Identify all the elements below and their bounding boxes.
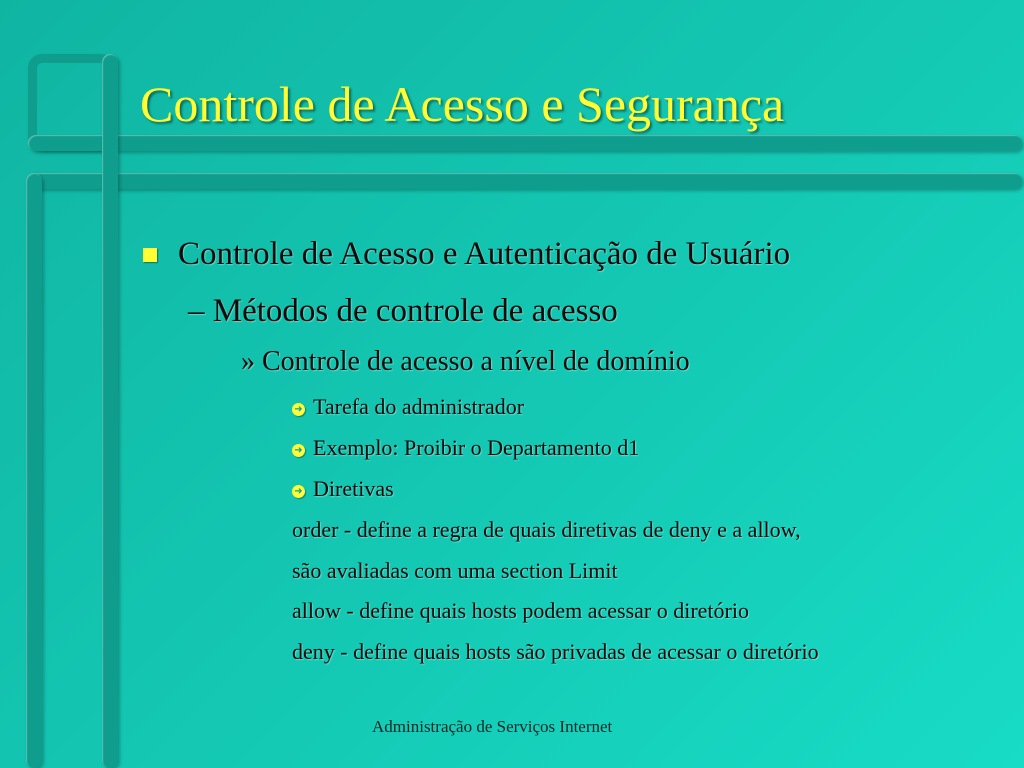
bullet-level4 [292,393,524,421]
bullet-level4-text: Diretivas [313,476,394,501]
bullet-level4-text: Tarefa do administrador [313,394,525,419]
arrow-circle-icon: ➜ [292,444,305,457]
bullet-level3: » Controle de acesso a nível de domínio [241,346,690,377]
arrow-circle-icon: ➜ [292,403,305,416]
decorative-bar-left-vertical [26,173,42,768]
bullet-level4-text: Exemplo: Proibir o Departamento d1 [313,435,640,460]
bullet-level1: Controle de Acesso e Autenticação de Usuário [178,236,791,272]
slide-footer: Administração de Serviços Internet [372,717,613,736]
note-line: deny - define quais hosts são privadas de acessar o diretório [292,639,819,664]
note-line: são avaliadas com uma section Limit [292,558,618,583]
note-line: order - define a regra de quais diretivas de deny e a allow, [292,517,801,542]
arrow-circle-icon: ➜ [292,485,305,498]
bullet-level4 [292,434,639,462]
bullet-level4 [292,475,394,503]
slide-title: Controle de Acesso e Segurança [140,76,785,132]
decorative-bar-middle [28,173,1022,189]
note-line: allow - define quais hosts podem acessar o diretório [292,598,749,623]
square-bullet-icon [143,248,157,262]
decorative-bar-right-vertical [102,54,118,768]
bullet-level2: – Métodos de controle de acesso [188,293,618,329]
decorative-bar-top [28,135,1022,151]
